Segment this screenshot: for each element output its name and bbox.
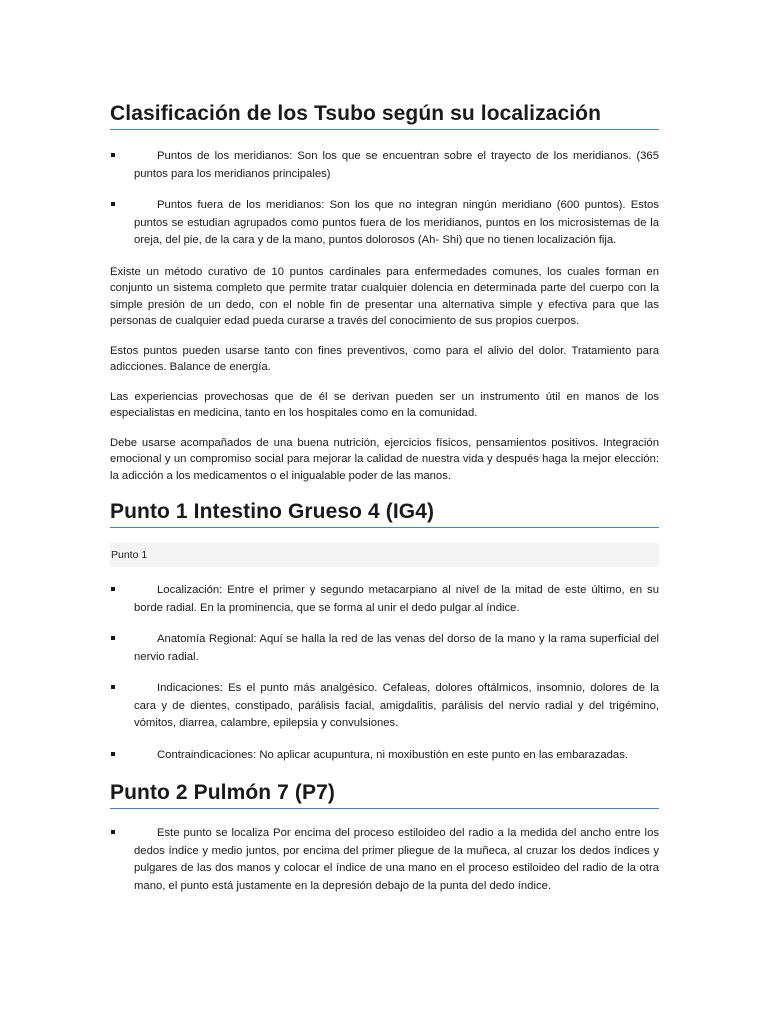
list-item xyxy=(110,148,659,183)
paragraph: Debe usarse acompañados de una buena nutrición, ejercicios físicos, pensamientos positivos. Integración emocional y un compromiso social para mejorar la calidad de nuestra vida y después haga la mejor elección: la adicción a los medicamentos o el inigualable poder de las manos. xyxy=(110,436,659,482)
list-item xyxy=(110,197,659,250)
punto-1-list xyxy=(110,582,659,764)
document-page xyxy=(110,100,659,909)
bullet-square-icon xyxy=(111,587,115,591)
classification-list xyxy=(110,148,659,250)
list-item xyxy=(110,825,659,895)
section-title-punto-1: Punto 1 Intestino Grueso 4 (IG4) xyxy=(110,498,659,528)
section-title-punto-2: Punto 2 Pulmón 7 (P7) xyxy=(110,779,659,809)
list-item-text: Puntos fuera de los meridianos: Son los que no integran ningún meridiano (600 puntos). Estos puntos se estudian agrupados como puntos fuera de los meridianos, puntos en los microsistemas de la oreja, del pie, de la cara y de la mano, puntos dolorosos (Ah- Shi) que no tienen localización fija. xyxy=(134,199,659,246)
bullet-square-icon xyxy=(111,685,115,689)
list-item-text: Contraindicaciones: No aplicar acupuntura, ni moxibustión en este punto en las embarazadas. xyxy=(157,748,628,761)
section-title-classification: Clasificación de los Tsubo según su localización xyxy=(110,100,659,130)
list-item-text: Este punto se localiza Por encima del proceso estiloideo del radio a la medida del ancho entre los dedos índice y medio juntos, por encima del primer pliegue de la muñeca, al cruzar los dedos índices y pulgares de las dos manos y colocar el índice de una mano en el proceso estiloideo del radio de la otra mano, el punto está justamente en la depresión debajo de la punta del dedo índice. xyxy=(134,827,659,892)
list-item xyxy=(110,582,659,617)
paragraph: Existe un método curativo de 10 puntos cardinales para enfermedades comunes, los cuales forman en conjunto un sistema completo que permite tratar cualquier dolencia en determinada parte del cuerpo con la simple presión de un dedo, con el noble fin de presentar una alternativa simple y efectiva para que las personas de cualquier edad pueda curarse a través del conocimiento de sus propios cuerpos. xyxy=(110,265,659,327)
bullet-square-icon xyxy=(111,636,115,640)
bullet-square-icon xyxy=(111,153,115,157)
bullet-square-icon xyxy=(111,752,115,756)
list-item-text: Localización: Entre el primer y segundo metacarpiano al nivel de la mitad de este último, en su borde radial. En la prominencia, que se forma al unir el dedo pulgar al índice. xyxy=(134,584,659,614)
list-item-text: Indicaciones: Es el punto más analgésico. Cefaleas, dolores oftálmicos, insomnio, dolores de la cara y de dientes, constipado, parálisis facial, amigdalitis, parálisis del nervio radial y del trigémino, vómitos, diarrea, calambre, epilepsia y convulsiones. xyxy=(134,682,659,729)
image-caption: Punto 1 xyxy=(110,543,659,567)
punto-2-list xyxy=(110,825,659,895)
list-item xyxy=(110,680,659,733)
bullet-square-icon xyxy=(111,202,115,206)
list-item-text: Anatomía Regional: Aquí se halla la red de las venas del dorso de la mano y la rama superficial del nervio radial. xyxy=(134,633,659,663)
list-item xyxy=(110,631,659,666)
paragraph: Las experiencias provechosas que de él se derivan pueden ser un instrumento útil en manos de los especialistas en medicina, tanto en los hospitales como en la comunidad. xyxy=(110,390,659,419)
paragraph: Estos puntos pueden usarse tanto con fines preventivos, como para el alivio del dolor. Tratamiento para adicciones. Balance de energía. xyxy=(110,344,659,373)
bullet-square-icon xyxy=(111,830,115,834)
list-item xyxy=(110,747,659,765)
list-item-text: Puntos de los meridianos: Son los que se encuentran sobre el trayecto de los meridianos. (365 puntos para los meridianos principales) xyxy=(134,150,659,180)
